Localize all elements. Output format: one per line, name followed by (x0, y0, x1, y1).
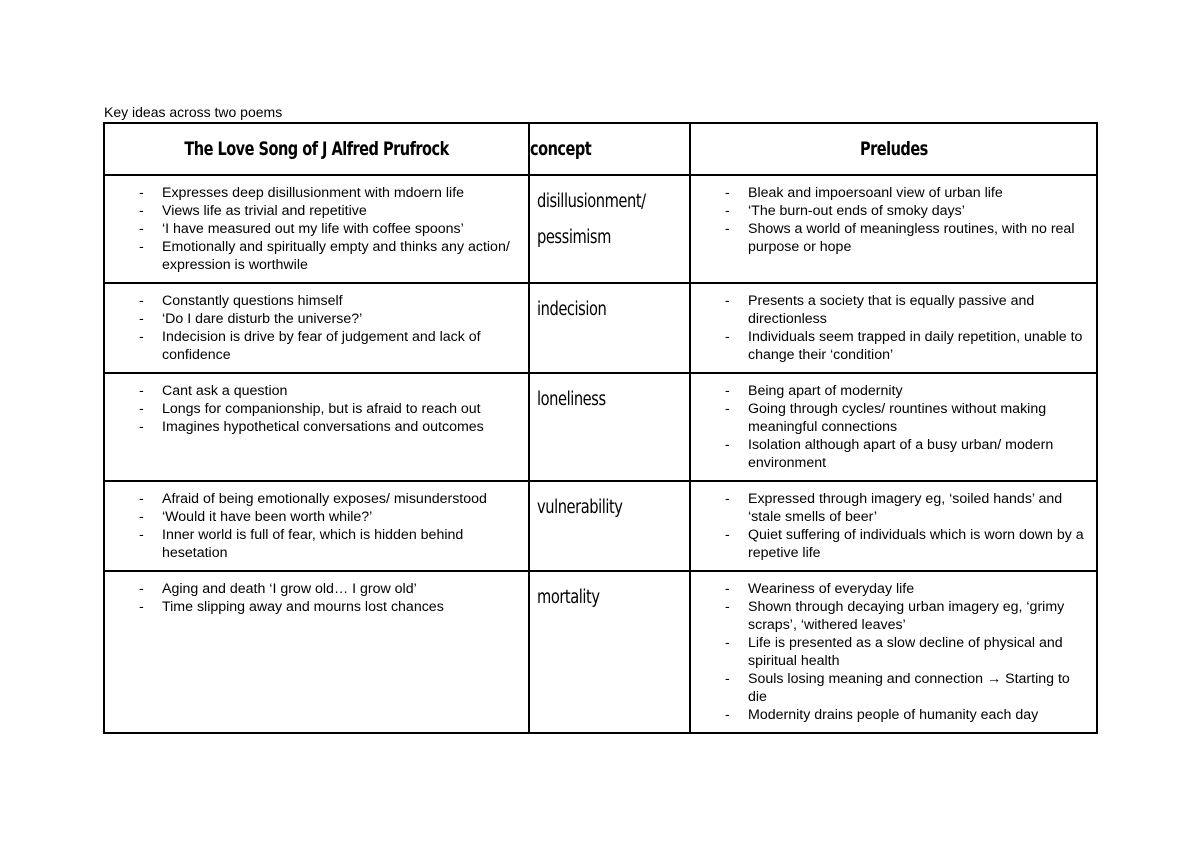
list-item: - Going through cycles/ rountines without making meaningful connections (725, 401, 1047, 435)
preludes-cell (690, 283, 1097, 373)
prufrock-cell (104, 283, 529, 373)
list-item: - Expressed through imagery eg, ‘soiled hands’ and ‘stale smells of beer’ (725, 491, 1063, 525)
prufrock-cell (104, 175, 529, 283)
preludes-cell (690, 481, 1097, 571)
concept-cell: indecision (529, 283, 690, 373)
list-item: - Individuals seem trapped in daily repetition, unable to change their ‘condition’ (725, 329, 1083, 363)
list-item: - Expresses deep disillusionment with mdoern life (139, 185, 465, 201)
list-item: - Presents a society that is equally passive and directionless (725, 293, 1035, 327)
prufrock-cell (104, 481, 529, 571)
list-item: - Isolation although apart of a busy urban/ modern environment (725, 437, 1054, 471)
list-item: - Weariness of everyday life (725, 581, 915, 597)
list-item: - Bleak and impoersoanl view of urban life (725, 185, 1003, 201)
prufrock-cell (104, 373, 529, 481)
list-item: - Shows a world of meaningless routines, with no real purpose or hope (725, 221, 1075, 255)
header-concept: concept (529, 123, 690, 175)
table-row (104, 481, 1097, 571)
list-item: - Cant ask a question (139, 383, 288, 399)
list-item: - ‘Would it have been worth while?’ (139, 509, 373, 525)
preludes-cell (690, 175, 1097, 283)
table-row (104, 373, 1097, 481)
list-item: - Being apart of modernity (725, 383, 903, 399)
list-item: - ‘I have measured out my life with coffee spoons’ (139, 221, 464, 237)
header-preludes: Preludes (690, 123, 1097, 175)
concept-cell: disillusionment/ pessimism (529, 175, 690, 283)
list-item: - Shown through decaying urban imagery eg, ‘grimy scraps’, ‘withered leaves’ (725, 599, 1065, 633)
list-item: - Modernity drains people of humanity each day (725, 707, 1039, 723)
list-item: - Constantly questions himself (139, 293, 343, 309)
table-row (104, 283, 1097, 373)
list-item: - Views life as trivial and repetitive (139, 203, 367, 219)
list-item: - Time slipping away and mourns lost chances (139, 599, 444, 615)
preludes-cell (690, 373, 1097, 481)
comparison-table (103, 122, 1098, 734)
list-item: - Aging and death ‘I grow old… I grow old’ (139, 581, 417, 597)
concept-cell: loneliness (529, 373, 690, 481)
header-row (104, 123, 1097, 175)
prufrock-cell (104, 571, 529, 733)
concept-cell: vulnerability (529, 481, 690, 571)
list-item: - Quiet suffering of individuals which is worn down by a repetive life (725, 527, 1084, 561)
list-item: - Imagines hypothetical conversations and outcomes (139, 419, 484, 435)
list-item: - Longs for companionship, but is afraid to reach out (139, 401, 481, 417)
list-item: - Indecision is drive by fear of judgement and lack of confidence (139, 329, 481, 363)
list-item: - Emotionally and spiritually empty and thinks any action/ expression is worthwile (139, 239, 510, 273)
list-item: - Life is presented as a slow decline of physical and spiritual health (725, 635, 1063, 669)
concept-cell: mortality (529, 571, 690, 733)
list-item: - Inner world is full of fear, which is hidden behind hesetation (139, 527, 464, 561)
list-item: - Afraid of being emotionally exposes/ misunderstood (139, 491, 487, 507)
table-row (104, 175, 1097, 283)
preludes-cell (690, 571, 1097, 733)
document-title: Key ideas across two poems (104, 104, 283, 120)
list-item: - ‘Do I dare disturb the universe?’ (139, 311, 363, 327)
header-prufrock: The Love Song of J Alfred Prufrock (104, 123, 529, 175)
list-item: - ‘The burn-out ends of smoky days’ (725, 203, 965, 219)
table-row (104, 571, 1097, 733)
list-item: - Souls losing meaning and connection → Starting to die (725, 671, 1070, 705)
